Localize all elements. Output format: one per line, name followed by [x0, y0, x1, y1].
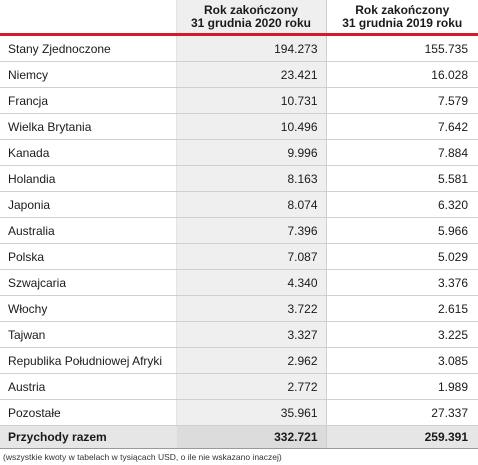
table-body [0, 35, 478, 449]
table-row [0, 218, 478, 244]
value-2020-cell: 2.772 [176, 374, 326, 400]
header-2019-line2: 31 grudnia 2019 roku [342, 16, 463, 30]
value-2020-cell: 8.163 [176, 166, 326, 192]
table-row [0, 400, 478, 426]
value-2020-cell: 35.961 [176, 400, 326, 426]
country-cell: Francja [0, 88, 176, 114]
header-2019-line1: Rok zakończony [355, 3, 450, 17]
value-2020-cell: 10.731 [176, 88, 326, 114]
table-row [0, 296, 478, 322]
country-cell: Republika Południowej Afryki [0, 348, 176, 374]
total-2019: 259.391 [326, 426, 478, 449]
value-2019-cell: 3.085 [326, 348, 478, 374]
country-cell: Holandia [0, 166, 176, 192]
country-cell: Australia [0, 218, 176, 244]
table-row [0, 348, 478, 374]
country-cell: Wielka Brytania [0, 114, 176, 140]
value-2020-cell: 2.962 [176, 348, 326, 374]
table-row [0, 270, 478, 296]
table-row [0, 114, 478, 140]
country-cell: Kanada [0, 140, 176, 166]
value-2019-cell: 7.884 [326, 140, 478, 166]
value-2019-cell: 7.642 [326, 114, 478, 140]
table-row [0, 322, 478, 348]
value-2020-cell: 3.327 [176, 322, 326, 348]
header-2019 [326, 0, 478, 35]
table-header [0, 0, 478, 35]
total-row [0, 426, 478, 449]
value-2019-cell: 1.989 [326, 374, 478, 400]
value-2020-cell: 7.396 [176, 218, 326, 244]
value-2020-cell: 10.496 [176, 114, 326, 140]
country-cell: Szwajcaria [0, 270, 176, 296]
country-cell: Stany Zjednoczone [0, 35, 176, 62]
country-cell: Niemcy [0, 62, 176, 88]
value-2019-cell: 7.579 [326, 88, 478, 114]
value-2020-cell: 23.421 [176, 62, 326, 88]
value-2019-cell: 27.337 [326, 400, 478, 426]
country-cell: Tajwan [0, 322, 176, 348]
value-2020-cell: 194.273 [176, 35, 326, 62]
value-2020-cell: 7.087 [176, 244, 326, 270]
value-2019-cell: 2.615 [326, 296, 478, 322]
table-row [0, 192, 478, 218]
value-2020-cell: 3.722 [176, 296, 326, 322]
value-2019-cell: 5.581 [326, 166, 478, 192]
table-row [0, 88, 478, 114]
country-cell: Japonia [0, 192, 176, 218]
value-2020-cell: 4.340 [176, 270, 326, 296]
table-row [0, 244, 478, 270]
table-row [0, 374, 478, 400]
value-2020-cell: 9.996 [176, 140, 326, 166]
total-label: Przychody razem [0, 426, 176, 449]
country-cell: Włochy [0, 296, 176, 322]
value-2019-cell: 155.735 [326, 35, 478, 62]
value-2019-cell: 3.225 [326, 322, 478, 348]
header-2020-line2: 31 grudnia 2020 roku [190, 16, 312, 30]
table-row [0, 140, 478, 166]
value-2019-cell: 5.966 [326, 218, 478, 244]
header-empty-cell [0, 0, 176, 35]
value-2019-cell: 5.029 [326, 244, 478, 270]
value-2020-cell: 8.074 [176, 192, 326, 218]
footnote: (wszystkie kwoty w tabelach w tysiącach USD, o ile nie wskazano inaczej) [3, 452, 282, 462]
table-row [0, 62, 478, 88]
country-cell: Polska [0, 244, 176, 270]
table-row [0, 166, 478, 192]
country-cell: Austria [0, 374, 176, 400]
value-2019-cell: 3.376 [326, 270, 478, 296]
value-2019-cell: 6.320 [326, 192, 478, 218]
header-2020-line1: Rok zakończony [203, 3, 299, 17]
value-2019-cell: 16.028 [326, 62, 478, 88]
total-2020: 332.721 [176, 426, 326, 449]
header-2020 [176, 0, 326, 35]
table-row [0, 35, 478, 62]
country-cell: Pozostałe [0, 400, 176, 426]
